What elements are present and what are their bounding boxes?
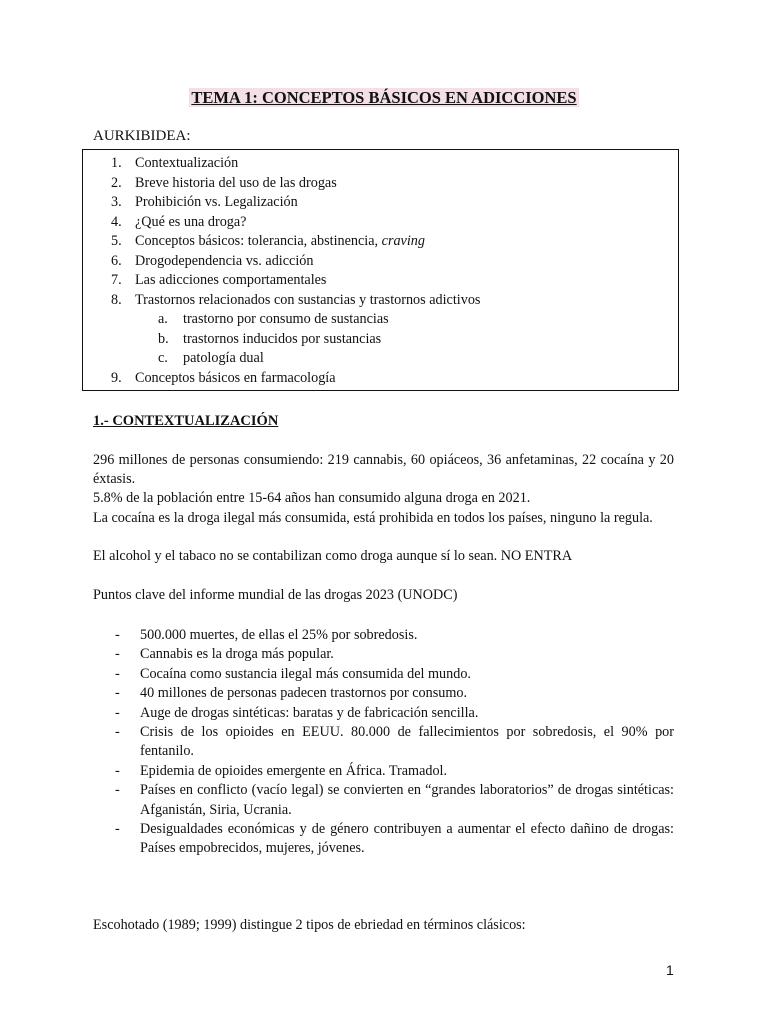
toc-item-number: 6. [111, 252, 122, 269]
toc-item [111, 370, 336, 387]
toc-item-number: 1. [111, 155, 122, 171]
list-item [115, 723, 674, 762]
key-points-list [115, 626, 674, 859]
toc-item [111, 292, 480, 309]
toc-item-number: 2. [111, 174, 122, 191]
bullet-marker: - [115, 782, 120, 799]
toc-item-label: Drogodependencia vs. adicción [135, 252, 314, 269]
index-heading: AURKIBIDEA: [93, 128, 191, 144]
toc-item [111, 272, 326, 289]
list-item-text: Desigualdades económicas y de género contribuyen a aumentar el efecto dañino de drogas: Países empobrecidos, mujeres, jóvenes. [140, 821, 674, 857]
bullet-marker: - [115, 646, 120, 663]
toc-subitem-letter: c. [158, 350, 168, 366]
toc-item-number: 9. [111, 369, 122, 386]
body-paragraph: El alcohol y el tabaco no se contabilizan como droga aunque sí lo sean. NO ENTRA [93, 548, 573, 564]
body-paragraph: La cocaína es la droga ilegal más consumida, está prohibida en todos los países, ninguno la regula. [93, 510, 653, 526]
page-title [0, 88, 768, 108]
bullet-marker: - [115, 821, 120, 838]
body-paragraph: 296 millones de personas consumiendo: 219 cannabis, 60 opiáceos, 36 anfetaminas, 22 cocaína y 20 éxtasis. [93, 452, 674, 488]
closing-paragraph: Escohotado (1989; 1999) distingue 2 tipos de ebriedad en términos clásicos: [93, 917, 526, 933]
list-item-text: 500.000 muertes, de ellas el 25% por sobredosis. [140, 627, 418, 643]
toc-subitem-label: trastornos inducidos por sustancias [183, 330, 382, 347]
bullet-marker: - [115, 704, 120, 721]
body-paragraph: 5.8% de la población entre 15-64 años han consumido alguna droga en 2021. [93, 490, 531, 506]
toc-subitem [158, 350, 264, 367]
toc-item-number: 3. [111, 194, 122, 210]
bullet-marker: - [115, 627, 120, 643]
toc-item [111, 253, 313, 270]
toc-subitem-label: patología dual [183, 350, 264, 366]
toc-item [111, 175, 337, 192]
list-item-text: Cannabis es la droga más popular. [140, 646, 334, 663]
toc-item-label: Las adicciones comportamentales [135, 272, 327, 288]
list-item [115, 684, 674, 703]
list-item-text: Cocaína como sustancia ilegal más consumida del mundo. [140, 665, 471, 682]
bullet-marker: - [115, 724, 120, 741]
list-item [115, 704, 674, 723]
list-item [115, 645, 674, 664]
toc-subitem [158, 311, 389, 328]
toc-item-label: Conceptos básicos: tolerancia, abstinencia, [135, 233, 379, 249]
list-item [115, 781, 674, 820]
toc-item-number: 7. [111, 272, 122, 288]
list-item-text: 40 millones de personas padecen trastornos por consumo. [140, 685, 468, 702]
list-item-text: Países en conflicto (vacío legal) se convierten en “grandes laboratorios” de drogas sintéticas: Afganistán, Siria, Ucrania. [140, 782, 674, 818]
list-item [115, 665, 674, 684]
toc-subitem-label: trastorno por consumo de sustancias [183, 311, 389, 327]
list-item-text: Crisis de los opioides en EEUU. 80.000 de fallecimientos por sobredosis, el 90% por fentanilo. [140, 724, 674, 760]
toc-subitem-letter: b. [158, 330, 169, 347]
toc-item-label: Contextualización [135, 155, 239, 171]
bullet-marker: - [115, 685, 120, 702]
toc-subitem [158, 331, 381, 348]
toc-item [111, 214, 246, 231]
list-item [115, 762, 674, 781]
toc-item [111, 194, 298, 211]
toc-item-number: 5. [111, 233, 122, 249]
page-number: 1 [666, 962, 674, 978]
key-points-heading: Puntos clave del informe mundial de las drogas 2023 (UNODC) [93, 587, 458, 603]
list-item [115, 626, 674, 645]
table-of-contents [82, 149, 679, 391]
toc-subitem-letter: a. [158, 311, 168, 327]
toc-item-italic-term: craving [381, 233, 425, 249]
toc-item-label: Prohibición vs. Legalización [135, 194, 298, 210]
page-title-text: TEMA 1: CONCEPTOS BÁSICOS EN ADICCIONES [191, 88, 577, 107]
toc-item [111, 233, 425, 250]
bullet-marker: - [115, 665, 120, 682]
toc-item-label: Trastornos relacionados con sustancias y trastornos adictivos [135, 291, 481, 308]
toc-item-number: 8. [111, 291, 122, 308]
list-item [115, 820, 674, 859]
list-item-text: Epidemia de opioides emergente en África. Tramadol. [140, 762, 448, 779]
list-item-text: Auge de drogas sintéticas: baratas y de fabricación sencilla. [140, 704, 479, 721]
toc-item-label: Breve historia del uso de las drogas [135, 174, 337, 191]
toc-item [111, 155, 238, 172]
toc-item-label: ¿Qué es una droga? [135, 213, 247, 230]
toc-item-label: Conceptos básicos en farmacología [135, 369, 336, 386]
section-heading: 1.- CONTEXTUALIZACIÓN [93, 413, 279, 429]
toc-item-number: 4. [111, 213, 122, 230]
bullet-marker: - [115, 762, 120, 779]
